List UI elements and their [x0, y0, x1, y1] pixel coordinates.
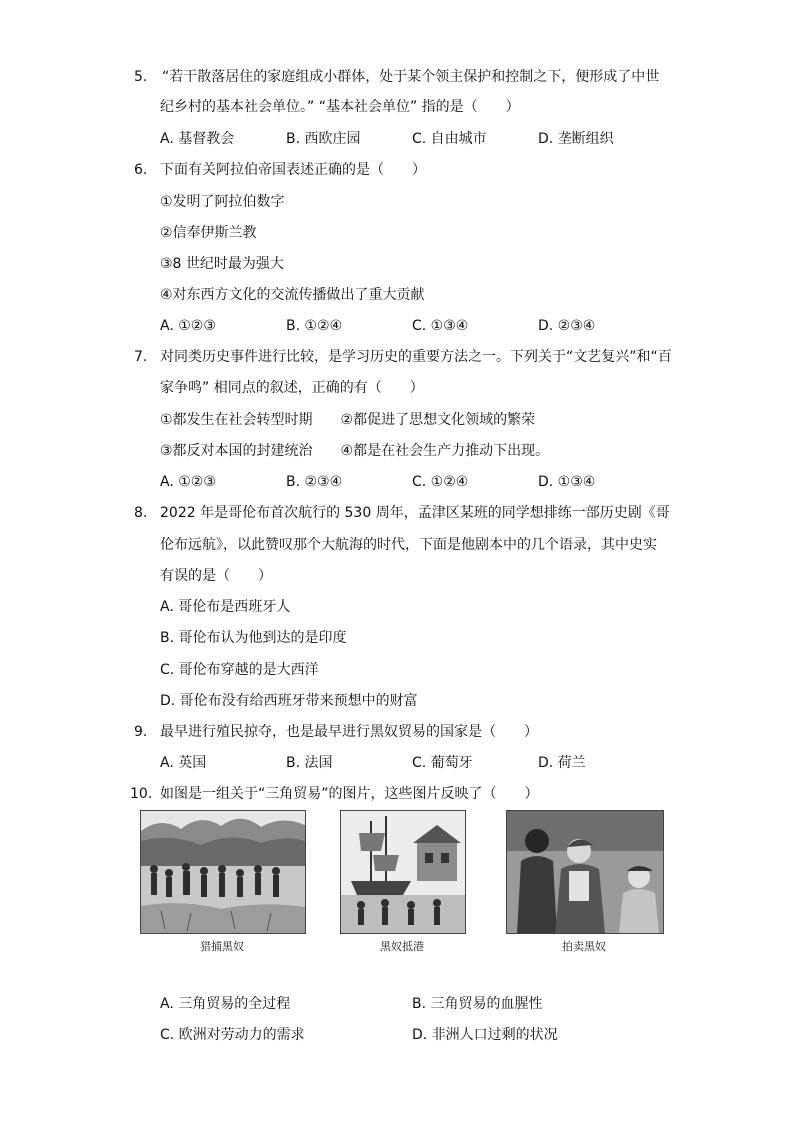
option-c[interactable]: C. 欧洲对劳动力的需求 — [160, 1027, 305, 1043]
question-number: 8. — [134, 505, 148, 521]
question-stem-line: 对同类历史事件进行比较，是学习历史的重要方法之一。下列关于“文艺复兴”和“百 — [160, 349, 672, 365]
question-stem-line: 伦布远航》，以此赞叹那个大航海的时代，下面是他剧本中的几个语录，其中史实 — [160, 537, 657, 553]
statement-item: ②信奉伊斯兰教 — [160, 225, 257, 241]
option-c[interactable]: C. ①②④ — [412, 474, 469, 490]
question-number: 5. — [134, 69, 148, 85]
option-d[interactable]: D. ②③④ — [538, 318, 596, 334]
question-stem-line: 最早进行殖民掠夺，也是最早进行黑奴贸易的国家是（ ） — [160, 724, 538, 740]
slave-hunting-picture — [140, 810, 306, 934]
question-stem-line: 纪乡村的基本社会单位。” “基本社会单位” 指的是（ ） — [160, 99, 520, 115]
question-number: 7. — [134, 349, 148, 365]
picture-caption: 猎捕黑奴 — [200, 940, 244, 953]
option-d[interactable]: D. ①③④ — [538, 474, 596, 490]
question-stem-line: “若干散落居住的家庭组成小群体，处于某个领主保护和控制之下，便形成了中世 — [162, 69, 660, 85]
picture-caption: 黑奴抵港 — [380, 940, 424, 953]
statement-item: ①发明了阿拉伯数字 — [160, 194, 285, 210]
statement-item: ③8 世纪时最为强大 — [160, 256, 284, 272]
question-stem-line: 下面有关阿拉伯帝国表述正确的是（ ） — [160, 162, 426, 178]
statement-item: ①都发生在社会转型时期 ②都促进了思想文化领域的繁荣 — [160, 412, 536, 428]
question-number: 9. — [134, 724, 148, 740]
question-stem-line: 2022 年是哥伦布首次航行的 530 周年，孟津区某班的同学想排练一部历史剧《哥 — [160, 505, 670, 521]
question-stem-line: 有误的是（ ） — [160, 568, 272, 584]
option-b[interactable]: B. 三角贸易的血腥性 — [412, 996, 543, 1012]
slaves-arriving-picture — [340, 810, 466, 934]
question-number: 10. — [130, 786, 153, 802]
option-b[interactable]: B. ②③④ — [286, 474, 343, 490]
option-d[interactable]: D. 垄断组织 — [538, 131, 614, 147]
option-c[interactable]: C. 哥伦布穿越的是大西洋 — [160, 662, 319, 678]
option-d[interactable]: D. 哥伦布没有给西班牙带来预想中的财富 — [160, 693, 418, 709]
question-number: 6. — [134, 162, 148, 178]
option-a[interactable]: A. 三角贸易的全过程 — [160, 996, 291, 1012]
picture-caption: 拍卖黑奴 — [562, 940, 606, 953]
option-c[interactable]: C. 葡萄牙 — [412, 755, 473, 771]
slave-auction-picture — [506, 810, 664, 934]
option-c[interactable]: C. ①③④ — [412, 318, 469, 334]
option-c[interactable]: C. 自由城市 — [412, 131, 487, 147]
statement-item: ③都反对本国的封建统治 ④都是在社会生产力推动下出现。 — [160, 443, 550, 459]
question-stem-line: 如图是一组关于“三角贸易”的图片，这些图片反映了（ ） — [160, 786, 539, 802]
question-stem-line: 家争鸣” 相同点的叙述，正确的有（ ） — [160, 380, 424, 396]
option-a[interactable]: A. 基督教会 — [160, 131, 235, 147]
option-b[interactable]: B. 哥伦布认为他到达的是印度 — [160, 630, 347, 646]
statement-item: ④对东西方文化的交流传播做出了重大贡献 — [160, 287, 425, 303]
option-b[interactable]: B. 西欧庄园 — [286, 131, 361, 147]
option-a[interactable]: A. 英国 — [160, 755, 207, 771]
option-d[interactable]: D. 荷兰 — [538, 755, 586, 771]
option-d[interactable]: D. 非洲人口过剩的状况 — [412, 1027, 558, 1043]
option-b[interactable]: B. 法国 — [286, 755, 333, 771]
option-b[interactable]: B. ①②④ — [286, 318, 343, 334]
option-a[interactable]: A. ①②③ — [160, 318, 216, 334]
option-a[interactable]: A. 哥伦布是西班牙人 — [160, 599, 291, 615]
option-a[interactable]: A. ①②③ — [160, 474, 216, 490]
